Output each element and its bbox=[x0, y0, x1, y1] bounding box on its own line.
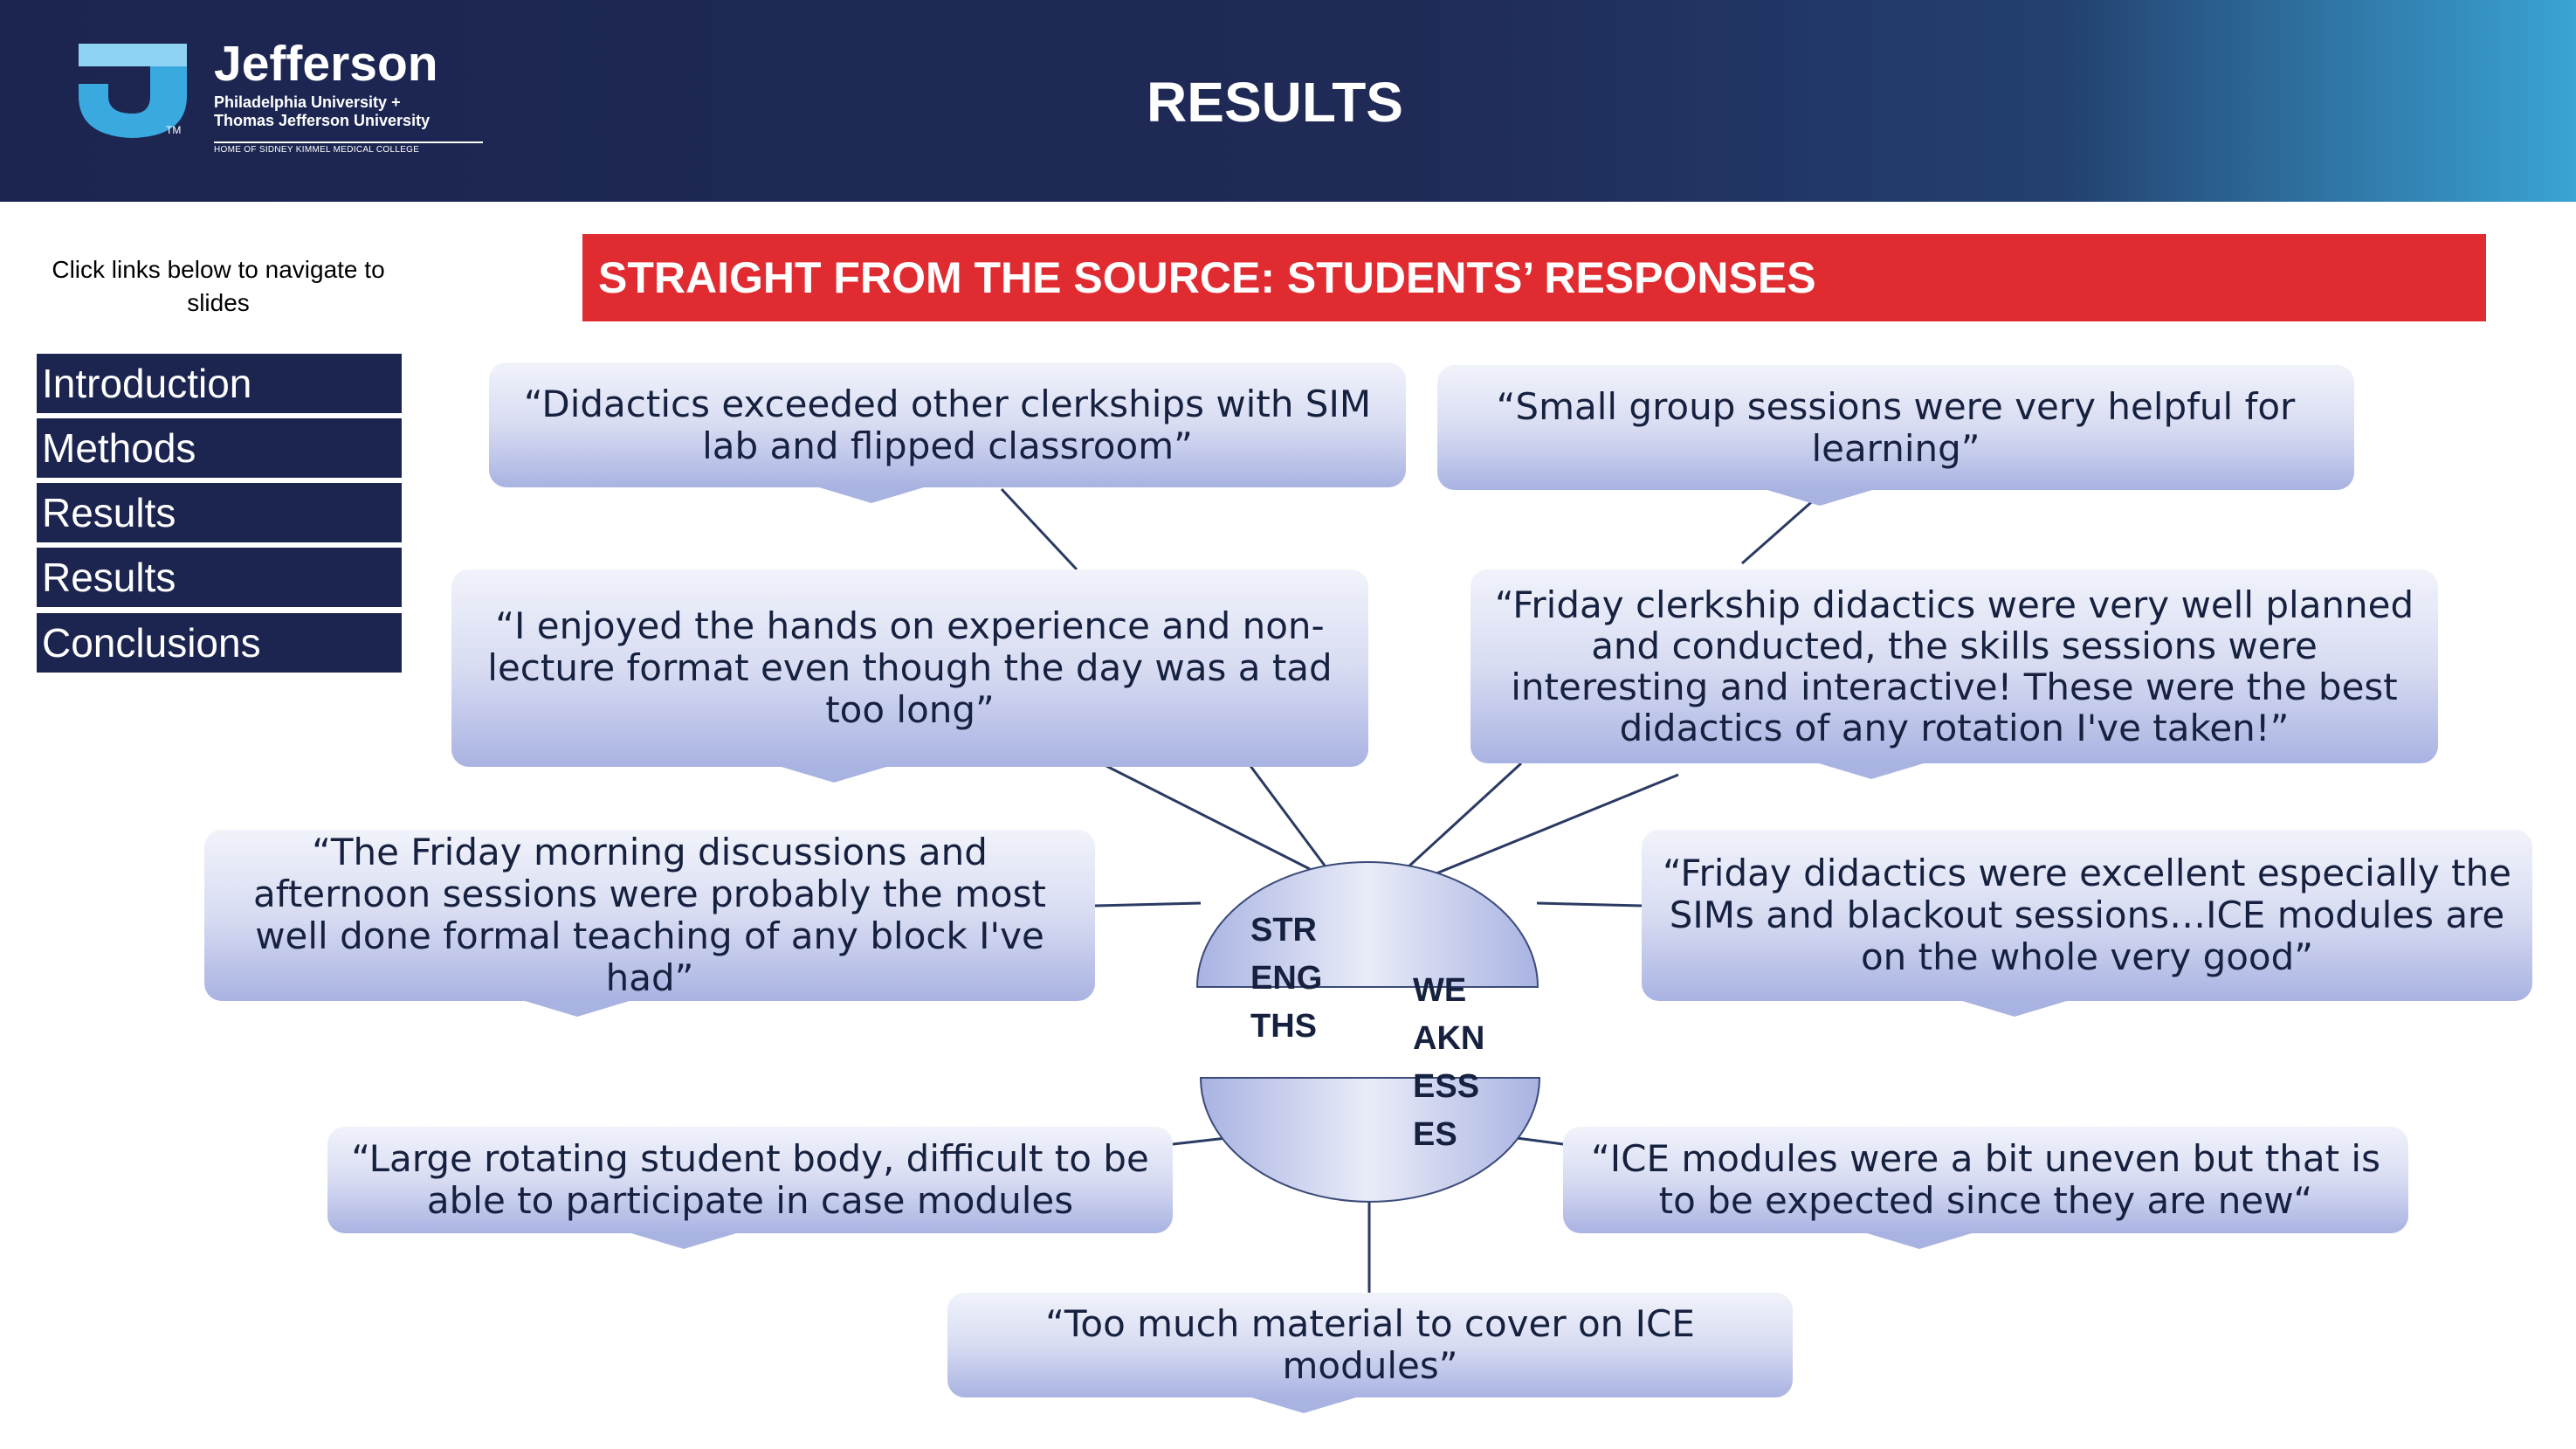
nav-link-results-2[interactable]: Results bbox=[37, 548, 402, 607]
connector-line bbox=[1406, 763, 1521, 869]
section-banner: STRAIGHT FROM THE SOURCE: STUDENTS’ RESPONSES bbox=[582, 234, 2486, 321]
nav-link-results[interactable]: Results bbox=[37, 483, 402, 542]
nav-link-introduction[interactable]: Introduction bbox=[37, 354, 402, 413]
weaknesses-label: WE AKN ESS ES bbox=[1413, 972, 1485, 1153]
nav-hint: Click links below to navigate to slides bbox=[52, 256, 385, 316]
weakness-quote-2: “ICE modules were a bit uneven but that is to be expected since they are new“ bbox=[1563, 1127, 2408, 1233]
connector-line bbox=[1173, 1138, 1227, 1144]
connector-line bbox=[1002, 489, 1077, 569]
logo-wordmark: Jefferson bbox=[214, 36, 438, 92]
connector-line bbox=[1517, 1138, 1563, 1144]
weakness-quote-1: “Large rotating student body, difficult to be able to participate in case modules bbox=[327, 1127, 1173, 1233]
nav-link-methods[interactable]: Methods bbox=[37, 418, 402, 478]
nav-link-conclusions[interactable]: Conclusions bbox=[37, 613, 402, 673]
logo-subtitle-2: Thomas Jefferson University bbox=[214, 112, 430, 129]
slide-title: RESULTS bbox=[1147, 71, 1403, 134]
trademark-mark: TM bbox=[166, 124, 182, 136]
strength-quote-4: “Friday clerkship didactics were very well planned and conducted, the skills sessions were interesting and interactive! These were the best didactics of any rotation I've taken!” bbox=[1471, 569, 2438, 763]
connector-line bbox=[1106, 766, 1310, 869]
weakness-quote-3: “Too much material to cover on ICE modules” bbox=[947, 1293, 1793, 1397]
strengths-label: STR ENG THS bbox=[1250, 912, 1323, 1045]
strength-quote-6: “Friday didactics were excellent especially the SIMs and blackout sessions…ICE modules are on the whole very good” bbox=[1642, 830, 2532, 1001]
connector-line bbox=[1250, 766, 1327, 869]
strength-quote-3: “I enjoyed the hands on experience and non-lecture format even though the day was a tad too long” bbox=[451, 569, 1368, 767]
connector-line bbox=[1537, 903, 1642, 906]
logo-subtitle-1: Philadelphia University + bbox=[214, 93, 401, 111]
strength-quote-2: “Small group sessions were very helpful for learning” bbox=[1437, 365, 2354, 490]
strength-quote-5: “The Friday morning discussions and afternoon sessions were probably the most well done formal teaching of any block I've had” bbox=[204, 830, 1095, 1001]
connector-line bbox=[1095, 903, 1201, 906]
logo-home-line: HOME OF SIDNEY KIMMEL MEDICAL COLLEGE bbox=[214, 145, 420, 155]
strength-quote-1: “Didactics exceeded other clerkships with SIM lab and flipped classroom” bbox=[489, 362, 1406, 487]
